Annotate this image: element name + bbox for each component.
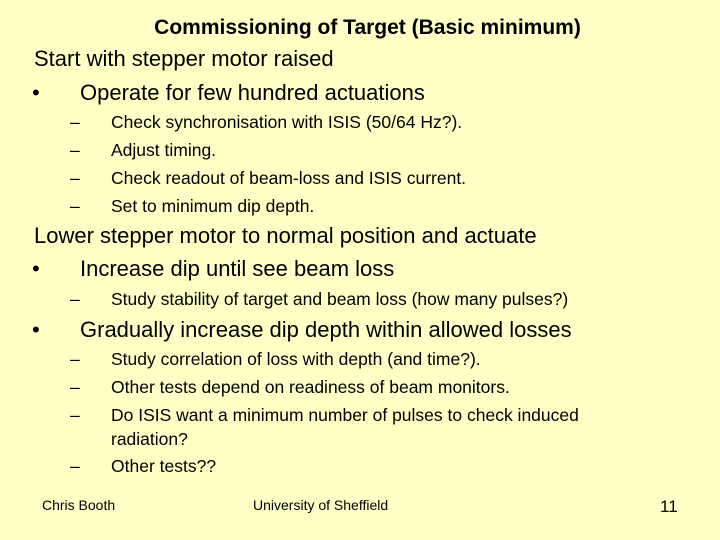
sub-item-text: Adjust timing.: [111, 140, 217, 160]
bullet-text: Operate for few hundred actuations: [80, 80, 425, 105]
section2-heading: Lower stepper motor to normal position and actuate: [34, 223, 537, 248]
sub-item-text: Other tests??: [111, 456, 217, 476]
slide-title: Commissioning of Target (Basic minimum): [154, 16, 581, 39]
sub-item-text: Check synchronisation with ISIS (50/64 Hz?).: [111, 112, 463, 132]
page-number: 11: [660, 497, 678, 516]
dash-mark: –: [70, 112, 80, 132]
sub-item-text: Study correlation of loss with depth (and time?).: [111, 349, 481, 369]
sub-item-continuation-text: radiation?: [111, 429, 188, 449]
dash-mark: –: [70, 289, 80, 309]
sub-item-text: Do ISIS want a minimum number of pulses to check induced: [111, 405, 579, 425]
dash-mark: –: [70, 196, 80, 216]
bullet-mark: •: [32, 80, 40, 105]
bullet-mark: •: [32, 256, 40, 281]
bullet-text: Increase dip until see beam loss: [80, 256, 395, 281]
dash-mark: –: [70, 349, 80, 369]
dash-mark: –: [70, 377, 80, 397]
sub-item-text: Check readout of beam-loss and ISIS current.: [111, 168, 467, 188]
dash-mark: –: [70, 456, 80, 476]
sub-item-text: Study stability of target and beam loss (how many pulses?): [111, 289, 569, 309]
bullet-mark: •: [32, 317, 40, 342]
footer-institution: University of Sheffield: [253, 497, 389, 513]
dash-mark: –: [70, 140, 80, 160]
footer-author: Chris Booth: [42, 497, 116, 513]
section1-heading: Start with stepper motor raised: [34, 46, 334, 71]
bullet-text: Gradually increase dip depth within allowed losses: [80, 317, 572, 342]
dash-mark: –: [70, 405, 80, 425]
sub-item-text: Set to minimum dip depth.: [111, 196, 315, 216]
sub-item-text: Other tests depend on readiness of beam monitors.: [111, 377, 510, 397]
dash-mark: –: [70, 168, 80, 188]
